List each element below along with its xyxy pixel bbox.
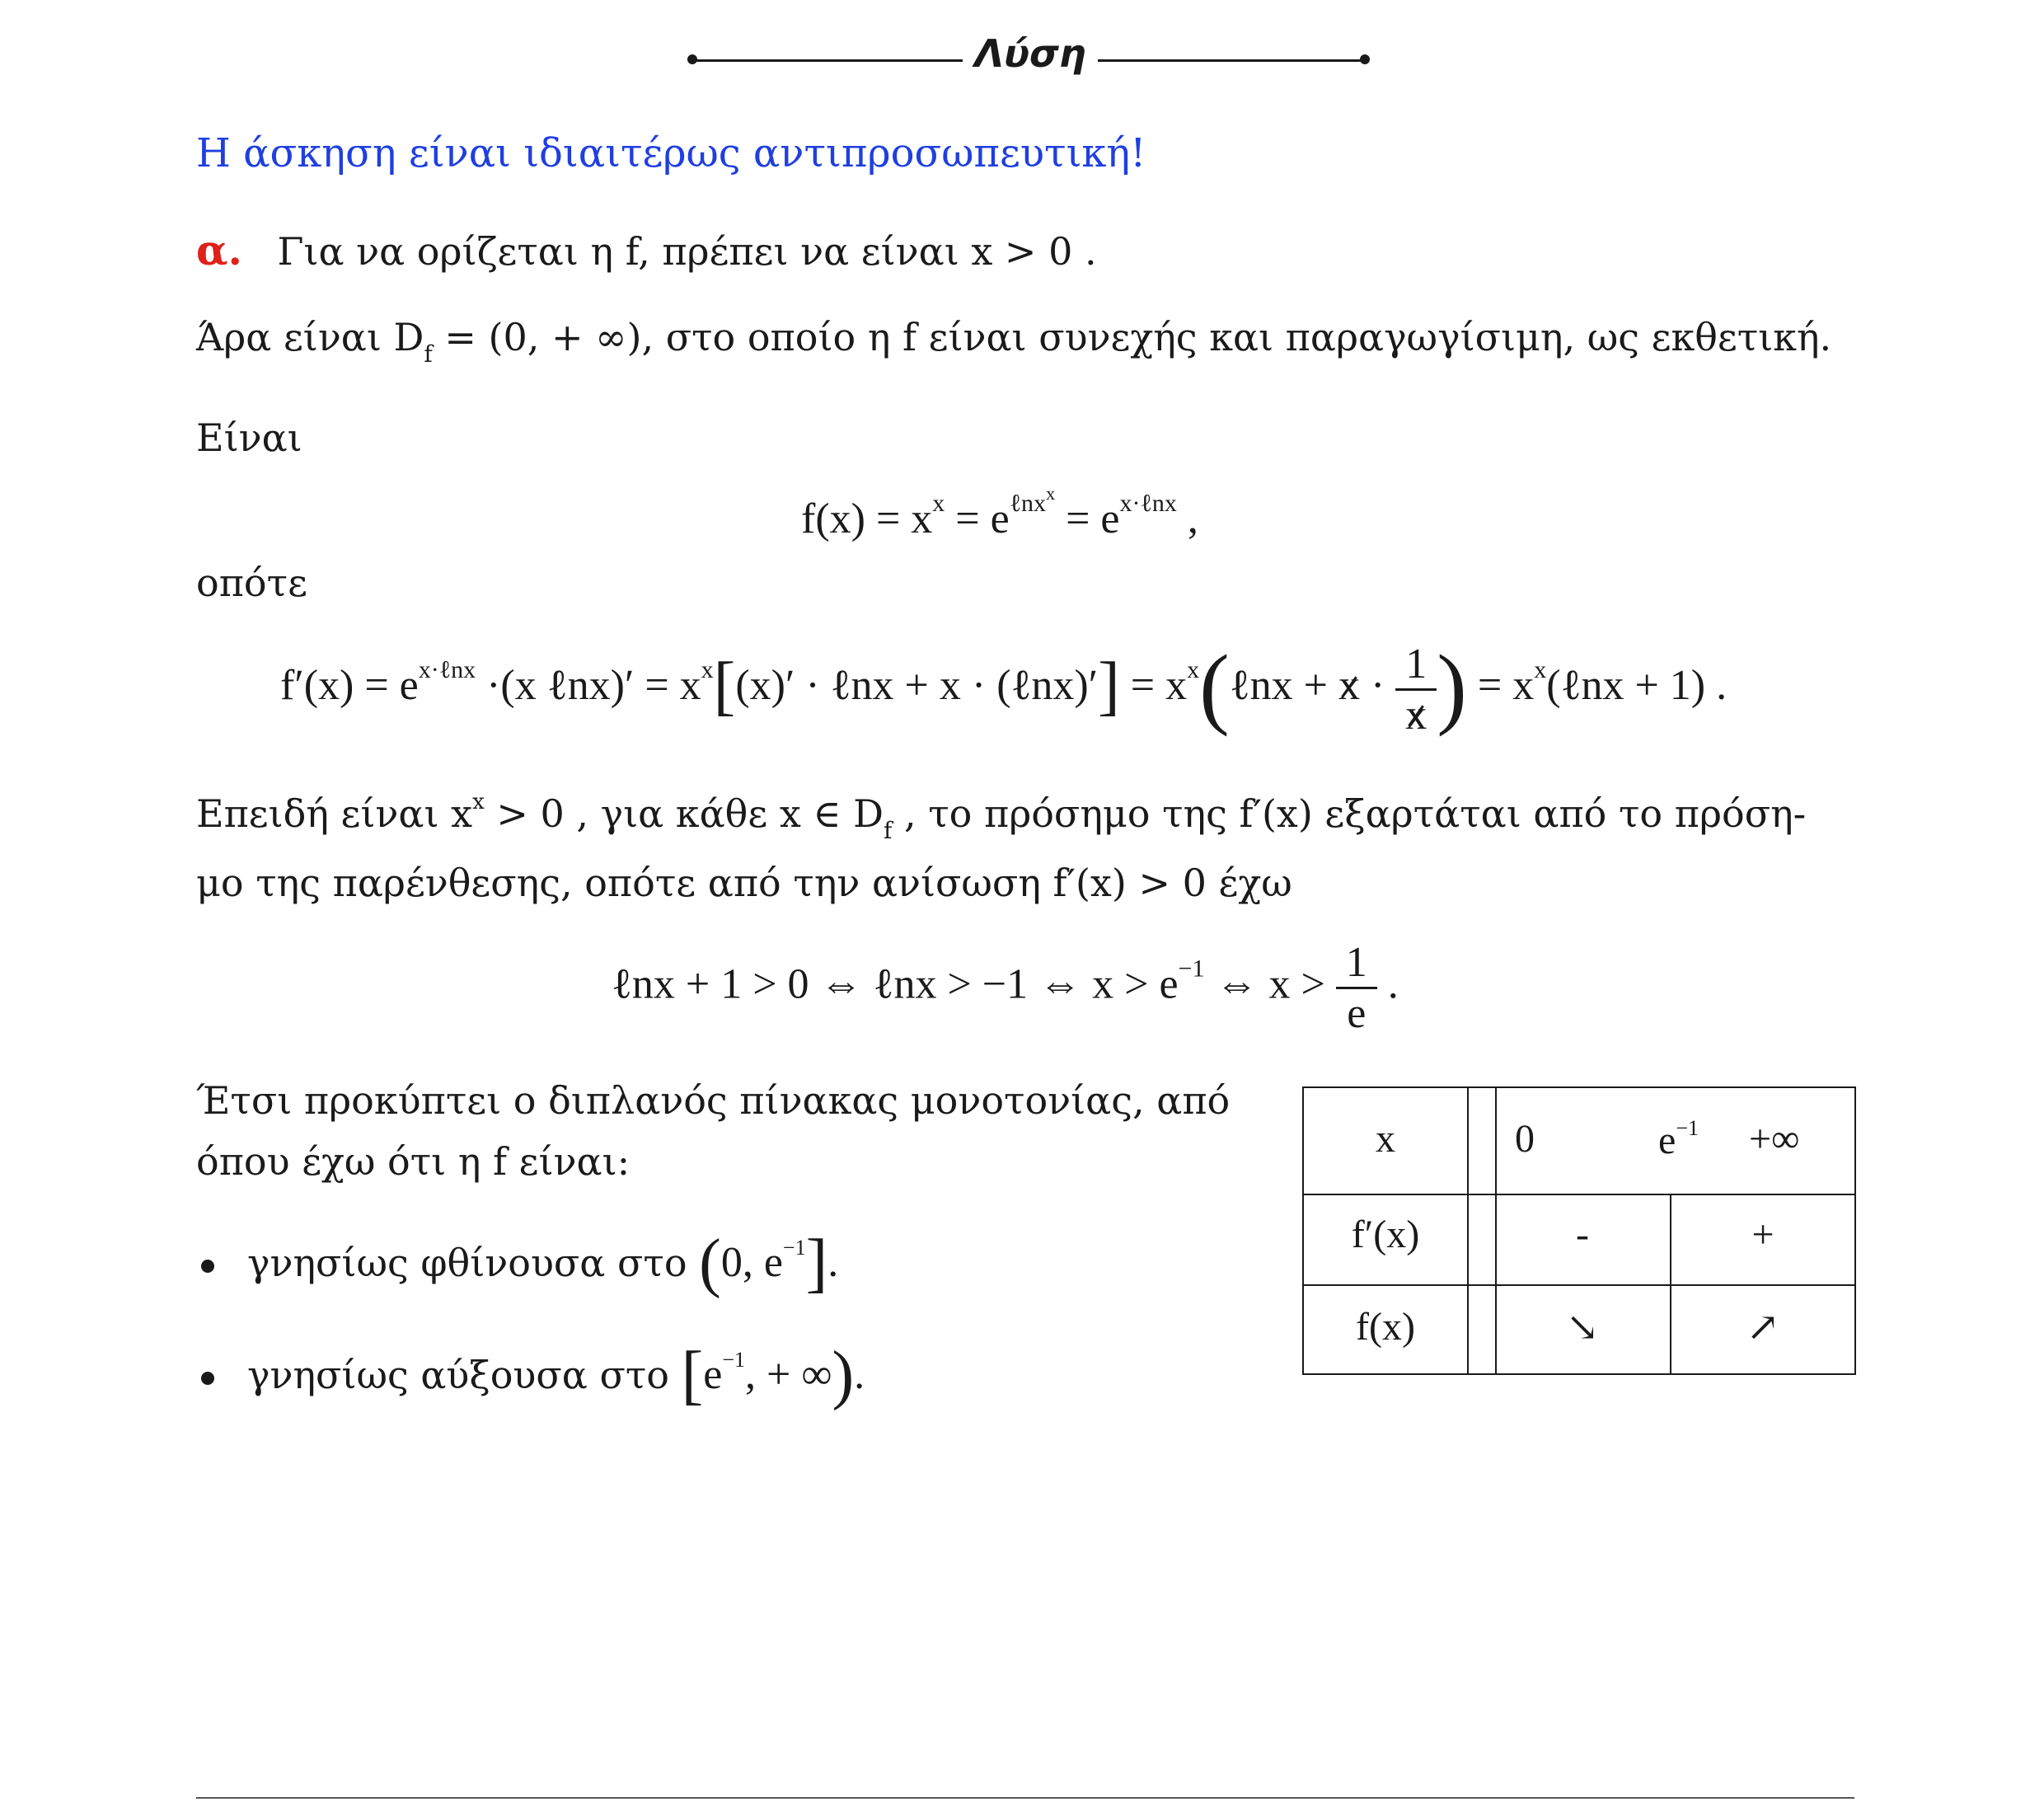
row-fprime-label: f′(x) bbox=[1351, 1213, 1420, 1256]
eq2-sup-2: x bbox=[701, 656, 714, 683]
bullet-dot-icon bbox=[201, 1372, 214, 1385]
line-opote: οπότε bbox=[196, 561, 307, 605]
eq2-g: = x bbox=[1466, 662, 1535, 709]
header-rule-left bbox=[692, 59, 963, 62]
result-line-2: όπου έχω ότι η f είναι: bbox=[196, 1139, 631, 1184]
eq3-tail: ⇔ x > bbox=[1204, 960, 1336, 1008]
bullet-increasing bbox=[196, 1335, 865, 1415]
x-value-e-inverse: $e^{-1}$ bbox=[1658, 1116, 1699, 1162]
eq3-frac-den: e bbox=[1347, 990, 1367, 1037]
footer-rule bbox=[196, 1797, 1854, 1799]
sign-paragraph-line-2: μο της παρένθεσης, οπότε από την ανίσωση f′(x) > 0 έχω bbox=[196, 861, 1292, 905]
domain-interval: = (0, + ∞) bbox=[432, 315, 642, 359]
bullet-decreasing bbox=[196, 1223, 838, 1302]
intro-text: Η άσκηση είναι ιδιαιτέρως αντιπροσωπευτική! bbox=[196, 130, 1146, 176]
table-divider bbox=[1467, 1088, 1469, 1373]
equation-1 bbox=[801, 483, 1198, 543]
bullet-2-text: γνησίως αύξουσα στο bbox=[247, 1353, 682, 1397]
eq2-frac-den-wrap bbox=[1395, 691, 1437, 739]
x-value-zero: 0 bbox=[1515, 1117, 1535, 1161]
bullet-1-text: γνησίως φθίνουσα στο bbox=[247, 1241, 700, 1285]
eq3-main: ℓnx + 1 > 0 ⇔ ℓnx > −1 ⇔ x > e bbox=[612, 960, 1179, 1008]
table-divider bbox=[1304, 1194, 1854, 1195]
sign-p1b: > 0 , για κάθε x ∈ D bbox=[484, 791, 884, 836]
header-dot-right bbox=[1360, 54, 1370, 64]
result-line-1: Έτσι προκύπτει ο διπλανός πίνακας μονοτονίας, από bbox=[196, 1078, 1231, 1123]
table-divider bbox=[1304, 1284, 1854, 1286]
sign-p1-sub: f bbox=[883, 817, 893, 844]
domain-sub: f bbox=[424, 340, 433, 368]
eq1-sup-xlnx: x·ℓnx bbox=[1119, 490, 1177, 517]
part-a-label: α. bbox=[196, 226, 242, 275]
eq3-sup: −1 bbox=[1178, 955, 1205, 983]
eq2-paren-close: ) bbox=[1437, 636, 1467, 737]
header-rule-right bbox=[1098, 59, 1365, 62]
arrow-up-right-icon: ↗ bbox=[1746, 1306, 1780, 1349]
eq2-bracket-close: ] bbox=[1098, 650, 1120, 722]
eq3-end: . bbox=[1376, 960, 1399, 1008]
arrow-down-right-icon: ↘ bbox=[1565, 1306, 1600, 1349]
eq1-sup-lnx: ℓnxx bbox=[1009, 483, 1056, 517]
eq2-d: = x bbox=[1119, 662, 1188, 709]
part-a-line-2 bbox=[196, 315, 1831, 368]
eq3-fraction bbox=[1336, 938, 1377, 1038]
eq2-bracket-open: [ bbox=[713, 650, 736, 722]
eq1-tail: , bbox=[1176, 495, 1198, 542]
domain-prefix: Άρα είναι D bbox=[196, 315, 424, 359]
part-a-line-1 bbox=[196, 226, 1097, 275]
monotonicity-table bbox=[1302, 1086, 1856, 1375]
equation-2 bbox=[280, 635, 1727, 739]
eq2-c: (x)′ · ℓnx + x · (ℓnx)′ bbox=[735, 662, 1099, 709]
eq3-frac-num: 1 bbox=[1336, 938, 1377, 989]
eq2-e: ℓnx + bbox=[1229, 662, 1338, 709]
sign-p1-sup: x bbox=[472, 790, 485, 814]
sign-p1a: Επειδή είναι x bbox=[196, 791, 473, 836]
row-f-label: f(x) bbox=[1356, 1305, 1415, 1349]
eq1-lhs: f(x) = x bbox=[801, 495, 933, 542]
eq2-frac-num: 1 bbox=[1395, 640, 1437, 691]
sign-paragraph-line-1 bbox=[196, 790, 1806, 845]
equation-3 bbox=[612, 938, 1399, 1038]
line-einai: Είναι bbox=[196, 415, 302, 460]
eq2-cancel-x: x bbox=[1338, 662, 1360, 709]
domain-rest: , στο οποίο η f είναι συνεχής και παραγωγίσιμη, ως εκθετική. bbox=[641, 315, 1832, 359]
eq1-sup-x: x bbox=[932, 490, 945, 517]
solution-title: Λύση bbox=[974, 31, 1086, 76]
eq2-h: (ℓnx + 1) . bbox=[1546, 662, 1728, 709]
eq2-sup-3: x bbox=[1187, 656, 1200, 683]
eq2-f: · bbox=[1359, 662, 1396, 709]
eq2-sup-4: x bbox=[1534, 656, 1547, 683]
sign-p1c: , το πρόσημο της f′(x) εξαρτάται από το πρόση- bbox=[892, 791, 1807, 836]
eq2-paren-open: ( bbox=[1199, 636, 1230, 737]
fprime-sign-positive: + bbox=[1751, 1213, 1774, 1256]
eq1-mid: = e bbox=[945, 495, 1010, 542]
part-a-domain-text: Για να ορίζεται η f, πρέπει να είναι x > 0 . bbox=[277, 229, 1097, 274]
x-value-infinity: +∞ bbox=[1749, 1117, 1800, 1161]
interval-increasing: [$e^{-1}$, + ∞). bbox=[681, 1339, 865, 1411]
bullet-dot-icon bbox=[201, 1260, 214, 1273]
fprime-sign-negative: - bbox=[1576, 1213, 1589, 1256]
eq2-a: f′(x) = e bbox=[280, 662, 419, 709]
eq2-sup-1: x·ℓnx bbox=[418, 656, 476, 683]
eq2-fraction bbox=[1395, 640, 1437, 739]
eq2-frac-den: x bbox=[1405, 691, 1428, 739]
row-x-label: x bbox=[1376, 1117, 1395, 1161]
eq1-end: = e bbox=[1055, 495, 1120, 542]
eq2-b: ·(x ℓnx)′ = x bbox=[476, 662, 701, 709]
interval-decreasing: (0, $e^{-1}$]. bbox=[699, 1227, 839, 1299]
